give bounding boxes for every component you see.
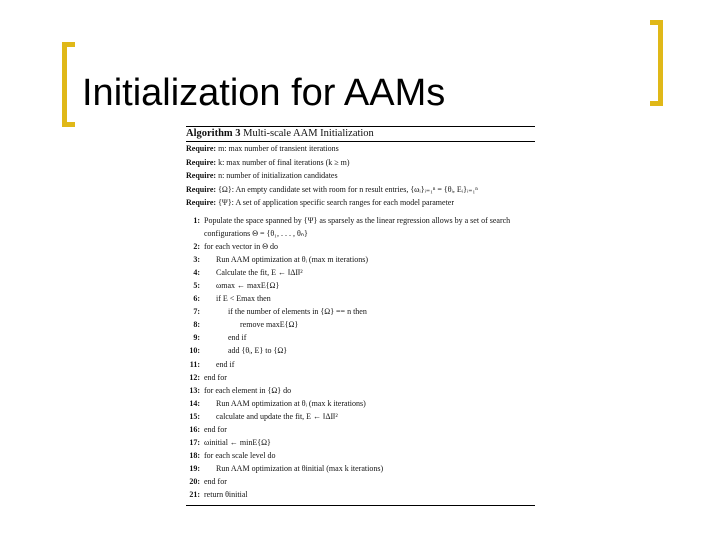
- require-label: Require:: [186, 144, 217, 153]
- step-text: Run AAM optimization at θᵢ (max m iterations): [216, 254, 369, 264]
- slide-title: Initialization for AAMs: [82, 72, 446, 114]
- step-number: 18:: [189, 451, 200, 461]
- step-number: 2:: [193, 241, 200, 251]
- step-number: 6:: [193, 294, 200, 304]
- require-row: [186, 196, 535, 210]
- step-row: [186, 305, 535, 318]
- step-number: 11:: [189, 359, 200, 369]
- step-number: 8:: [193, 320, 200, 330]
- step-text: end for: [204, 372, 227, 382]
- require-row: [186, 142, 535, 156]
- steps-list: [186, 214, 535, 502]
- step-number: 1:: [193, 215, 200, 225]
- step-text: ωmax ← maxE{Ω}: [216, 280, 280, 290]
- step-text: return θinitial: [204, 490, 248, 500]
- step-row: [186, 462, 535, 475]
- step-row: [186, 488, 535, 501]
- step-number: 9:: [193, 333, 200, 343]
- step-text: ωinitial ← minE{Ω}: [204, 438, 271, 448]
- step-text: add {θᵢ, E} to {Ω}: [228, 346, 288, 356]
- step-number: 5:: [193, 280, 200, 290]
- step-number: 19:: [189, 464, 200, 474]
- step-number: 7:: [193, 307, 200, 317]
- step-text: end for: [204, 425, 227, 434]
- step-text: end if: [228, 333, 247, 343]
- step-row: [186, 436, 535, 449]
- require-label: Require:: [186, 171, 217, 180]
- step-row: [186, 318, 535, 331]
- step-row: [186, 344, 535, 357]
- require-text: n: number of initialization candidates: [218, 171, 338, 180]
- step-row: [186, 397, 535, 410]
- step-text: for each element in {Ω} do: [204, 385, 292, 395]
- step-row: [186, 384, 535, 397]
- require-row: [186, 183, 535, 197]
- step-text: Populate the space spanned by {Ψ} as sparsely as the linear regression allows by a set of search: [204, 215, 511, 225]
- step-number: 10:: [189, 346, 200, 356]
- step-row: [186, 449, 535, 462]
- step-number: 4:: [193, 267, 200, 277]
- step-number: 16:: [189, 425, 200, 434]
- step-text: Calculate the fit, E ← ‖ΔI‖²: [216, 267, 303, 277]
- step-text: remove maxE{Ω}: [240, 320, 299, 330]
- step-row: [186, 410, 535, 423]
- require-label: Require:: [186, 198, 217, 207]
- step-row: [186, 214, 535, 240]
- step-text: for each scale level do: [204, 451, 276, 461]
- require-row: [186, 156, 535, 170]
- step-number: 14:: [189, 398, 200, 408]
- step-text: calculate and update the fit, E ← ‖ΔI‖²: [216, 411, 338, 421]
- step-number: 21:: [189, 490, 200, 500]
- step-text: Run AAM optimization at θᵢ (max k iterations): [216, 398, 366, 408]
- require-label: Require:: [186, 157, 217, 167]
- algorithm-box: [186, 126, 535, 506]
- algorithm-caption-label: Algorithm 3: [186, 128, 241, 139]
- step-text: if E < Emax then: [216, 294, 271, 304]
- step-number: 12:: [189, 372, 200, 382]
- requires-list: [186, 142, 535, 210]
- step-number: 13:: [189, 385, 200, 395]
- require-text: k: max number of final iterations (k ≥ m): [218, 157, 350, 167]
- step-number: 20:: [189, 477, 200, 487]
- step-row: [186, 358, 535, 371]
- step-row: [186, 266, 535, 279]
- step-number: 15:: [189, 411, 200, 421]
- require-text: {Ω}: An empty candidate set with room for n result entries, {ωᵢ}ᵢ₌₁ⁿ = {θᵢ, Eᵢ}ᵢ₌₁ⁿ: [218, 184, 478, 194]
- algorithm-caption: [186, 126, 535, 142]
- algorithm-caption-text: Multi-scale AAM Initialization: [243, 128, 374, 139]
- step-text: end if: [216, 359, 235, 369]
- left-bracket-decoration: [62, 42, 75, 127]
- require-label: Require:: [186, 184, 217, 194]
- step-row: [186, 371, 535, 384]
- step-text: Run AAM optimization at θinitial (max k iterations): [216, 464, 384, 474]
- step-text: for each vector in Θ do: [204, 241, 278, 251]
- step-row: [186, 253, 535, 266]
- step-row: [186, 240, 535, 253]
- require-text: m: max number of transient iterations: [218, 144, 339, 153]
- step-number: 17:: [189, 438, 200, 448]
- algorithm-bottom-rule: [186, 505, 535, 506]
- step-text: configurations Θ = {θ₁, . . . , θₙ}: [204, 228, 308, 238]
- require-text: {Ψ}: A set of application specific search ranges for each model parameter: [218, 198, 455, 207]
- right-bracket-decoration: [650, 20, 663, 106]
- step-text: if the number of elements in {Ω} == n then: [228, 307, 367, 317]
- step-row: [186, 331, 535, 344]
- require-row: [186, 169, 535, 183]
- step-text: end for: [204, 477, 227, 487]
- step-row: [186, 423, 535, 436]
- step-number: 3:: [193, 254, 200, 264]
- step-row: [186, 475, 535, 488]
- step-row: [186, 292, 535, 305]
- step-row: [186, 279, 535, 292]
